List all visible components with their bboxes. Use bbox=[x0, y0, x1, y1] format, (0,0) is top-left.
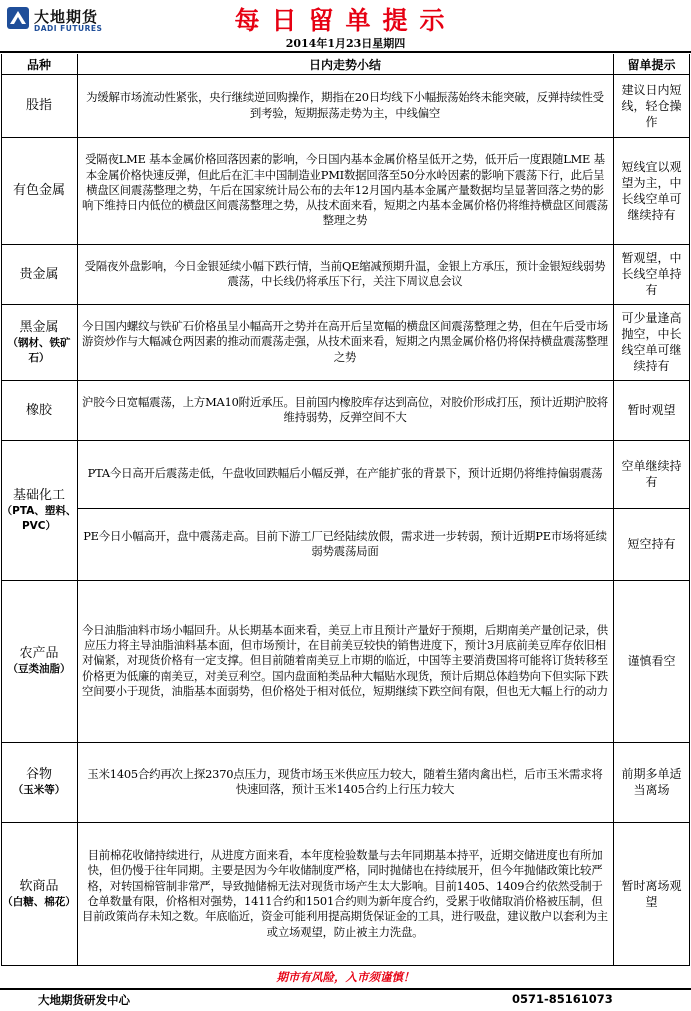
category-name: 黑金属 bbox=[19, 319, 59, 335]
table-row-tip: 短线宜以观望为主，中长线空单可继续持有 bbox=[621, 159, 682, 222]
category-name: 有色金属 bbox=[12, 183, 65, 198]
table-row-category bbox=[1, 244, 77, 304]
table-border-right bbox=[689, 54, 690, 966]
table-row-summary: 目前棉花收储持续进行，从进度方面来看，本年度检验数量与去年同期基本持平，近期交储进度也有所加快，但仍慢于往年同期。主要是因为今年收储制度严格，同时抛储也在持续展开，但今年抛储政策比较严格，对转国棉管制非常严，导致抛储棉无法对现货市场产生太大影响。目前1405、1409合约依然受制于仓单数量有限，价格相对强势，1411合约和1501合约则为新年度合约，受累于收储取消价格被压制，但目前政策尚存未知之数。年底临近，资金可能利用提高期货保证金的工具，进行吸盘，建议散户以套利为主或立场观望，防止被主力洗盘。 bbox=[82, 848, 608, 939]
row-divider bbox=[1, 244, 690, 245]
footer-phone: 0571-85161073 bbox=[512, 992, 613, 1006]
category-subtitle: （玉米等） bbox=[12, 784, 66, 796]
category-subtitle: （豆类油脂） bbox=[7, 663, 71, 675]
table-row-tip: 短空持有 bbox=[627, 537, 676, 551]
row-divider bbox=[1, 580, 690, 581]
table-row-summary: 受隔夜LME 基本金属价格回落因素的影响，今日国内基本金属价格呈低开之势，低开后一度跟随LME 基本金属价格快速反弹，但此后在汇丰中国制造业PMI数据回落至50分水岭因素的影响下震荡下行，此后呈横盘区间震荡整理之势，午后在国家统计局公布的去年12月国内基本金属产量数据均呈显著回落之势的影响下维持日内低位的横盘区间震荡整理之势，从技术面来看，短期之内基本金属价格仍将维持横盘区间震荡整理之势 bbox=[82, 152, 608, 228]
row-divider bbox=[1, 742, 690, 743]
table-row-category bbox=[1, 304, 77, 380]
table-row-summary: 受隔夜外盘影响，今日金银延续小幅下跌行情，当前QE缩减预期升温，金银上方承压，预计金银短线弱势震荡，中长线仍将承压下行，关注下周议息会议 bbox=[84, 258, 606, 288]
table-row-category bbox=[1, 822, 77, 966]
category-name: 软商品 bbox=[19, 879, 59, 894]
table-row-category bbox=[1, 380, 77, 440]
category-name: 农产品 bbox=[19, 646, 59, 661]
table-row-category bbox=[1, 580, 77, 742]
table-row-category bbox=[1, 742, 77, 822]
table-row-summary: 为缓解市场流动性紧张，央行继续逆回购操作，期指在20日均线下小幅振荡始终未能突破，反弹持续性受到考验，短期振荡走势为主，中线偏空 bbox=[86, 90, 604, 120]
report-date: 2014年1月23日星期四 bbox=[285, 37, 406, 50]
column-divider bbox=[613, 54, 614, 966]
table-row-tip: 谨慎看空 bbox=[627, 654, 676, 668]
logo-english-name: DADI FUTURES bbox=[34, 24, 103, 33]
row-divider bbox=[1, 137, 690, 138]
column-header-category: 品种 bbox=[26, 57, 51, 72]
row-divider bbox=[1, 822, 690, 823]
column-header-tip: 留单提示 bbox=[627, 57, 676, 72]
table-row-summary: 今日油脂油料市场小幅回升。从长期基本面来看，美豆上市且预计产量好于预期，后期南美产量创记录，供应压力将主导油脂油料基本面，但市场预计，在目前美豆较快的销售进度下，预计3月底前美豆库存依旧相对偏紧，对现货价格有一定支撑。但目前随着南美豆上市期的临近，中国等主要消费国将可能将订货转移至价格更为低廉的南美豆，对美豆利空。国内盘面粕类品种大幅贴水现货，预计后期总体趋势向下但实际下跌空间要小于现货，油脂基本面弱势，但价格处于相对低位，短期继续下跌空间有限，但也无大幅上行的动力 bbox=[82, 622, 608, 698]
row-divider bbox=[77, 508, 690, 509]
category-subtitle: （PTA、塑料、PVC） bbox=[1, 504, 77, 532]
category-subtitle: （白糖、棉花） bbox=[2, 896, 76, 908]
category-name: 股指 bbox=[25, 98, 52, 113]
page-title: 每日留单提示 bbox=[234, 6, 457, 35]
column-header-summary: 日内走势小结 bbox=[308, 57, 381, 72]
table-row-category bbox=[1, 137, 77, 244]
table-row-summary: 玉米1405合约再次上探2370点压力，现货市场玉米供应压力较大，随着生猪肉禽出栏，后市玉米需求将快速回落，预计玉米1405合约上行压力较大 bbox=[87, 766, 603, 796]
logo-chinese-name: 大地期货 bbox=[34, 8, 99, 26]
table-row-tip: 暂观望，中长线空单持有 bbox=[621, 251, 682, 297]
table-row-tip: 暂时离场观望 bbox=[621, 879, 682, 909]
category-name: 贵金属 bbox=[19, 266, 59, 282]
row-divider bbox=[1, 380, 690, 381]
category-name: 谷物 bbox=[25, 767, 52, 782]
table-row-tip: 可少量逢高抛空，中长线空单可继续持有 bbox=[621, 311, 682, 373]
category-name: 基础化工 bbox=[12, 487, 65, 503]
risk-notice: 期市有风险，入市须谨慎！ bbox=[276, 970, 415, 984]
table-row-category bbox=[1, 440, 77, 580]
table-row-summary: 今日国内螺纹与铁矿石价格虽呈小幅高开之势并在高开后呈宽幅的横盘区间震荡整理之势，但在午后受市场游资炒作与大幅减仓两因素的推动而震荡走强，从技术面来看，短期之内黑金属价格仍将保持横盘震荡整理之势 bbox=[82, 319, 608, 364]
column-divider bbox=[77, 54, 78, 966]
table-border-left bbox=[1, 54, 2, 966]
table-row-tip: 空单继续持有 bbox=[621, 459, 682, 489]
footer-organization: 大地期货研发中心 bbox=[38, 993, 130, 1007]
row-divider bbox=[1, 304, 690, 305]
category-name: 橡胶 bbox=[25, 402, 52, 418]
header-divider bbox=[0, 51, 691, 53]
footer-divider bbox=[0, 988, 691, 990]
table-row-summary: PTA今日高开后震荡走低，午盘收回跌幅后小幅反弹，在产能扩张的背景下，预计近期仍将维持偏弱震荡 bbox=[87, 466, 603, 481]
page-header bbox=[0, 0, 691, 50]
table-row-tip: 前期多单适当离场 bbox=[621, 767, 682, 797]
row-divider bbox=[1, 440, 690, 441]
category-subtitle: （钢材、铁矿石） bbox=[7, 336, 71, 364]
row-divider bbox=[1, 74, 690, 75]
table-row-category bbox=[1, 74, 77, 137]
table-row-summary: 沪胶今日宽幅震荡，上方MA10附近承压。目前国内橡胶库存达到高位，对胶价形成打压，预计近期沪胶将维持弱势，反弹空间不大 bbox=[82, 394, 608, 424]
table-row-summary: PE今日小幅高开，盘中震荡走高。目前下游工厂已经陆续放假，需求进一步转弱，预计近期PE市场将延续弱势震荡局面 bbox=[83, 528, 607, 558]
tips-table bbox=[1, 54, 690, 966]
table-row-tip: 暂时观望 bbox=[627, 403, 676, 417]
table-row-tip: 建议日内短线，轻仓操作 bbox=[621, 82, 682, 129]
